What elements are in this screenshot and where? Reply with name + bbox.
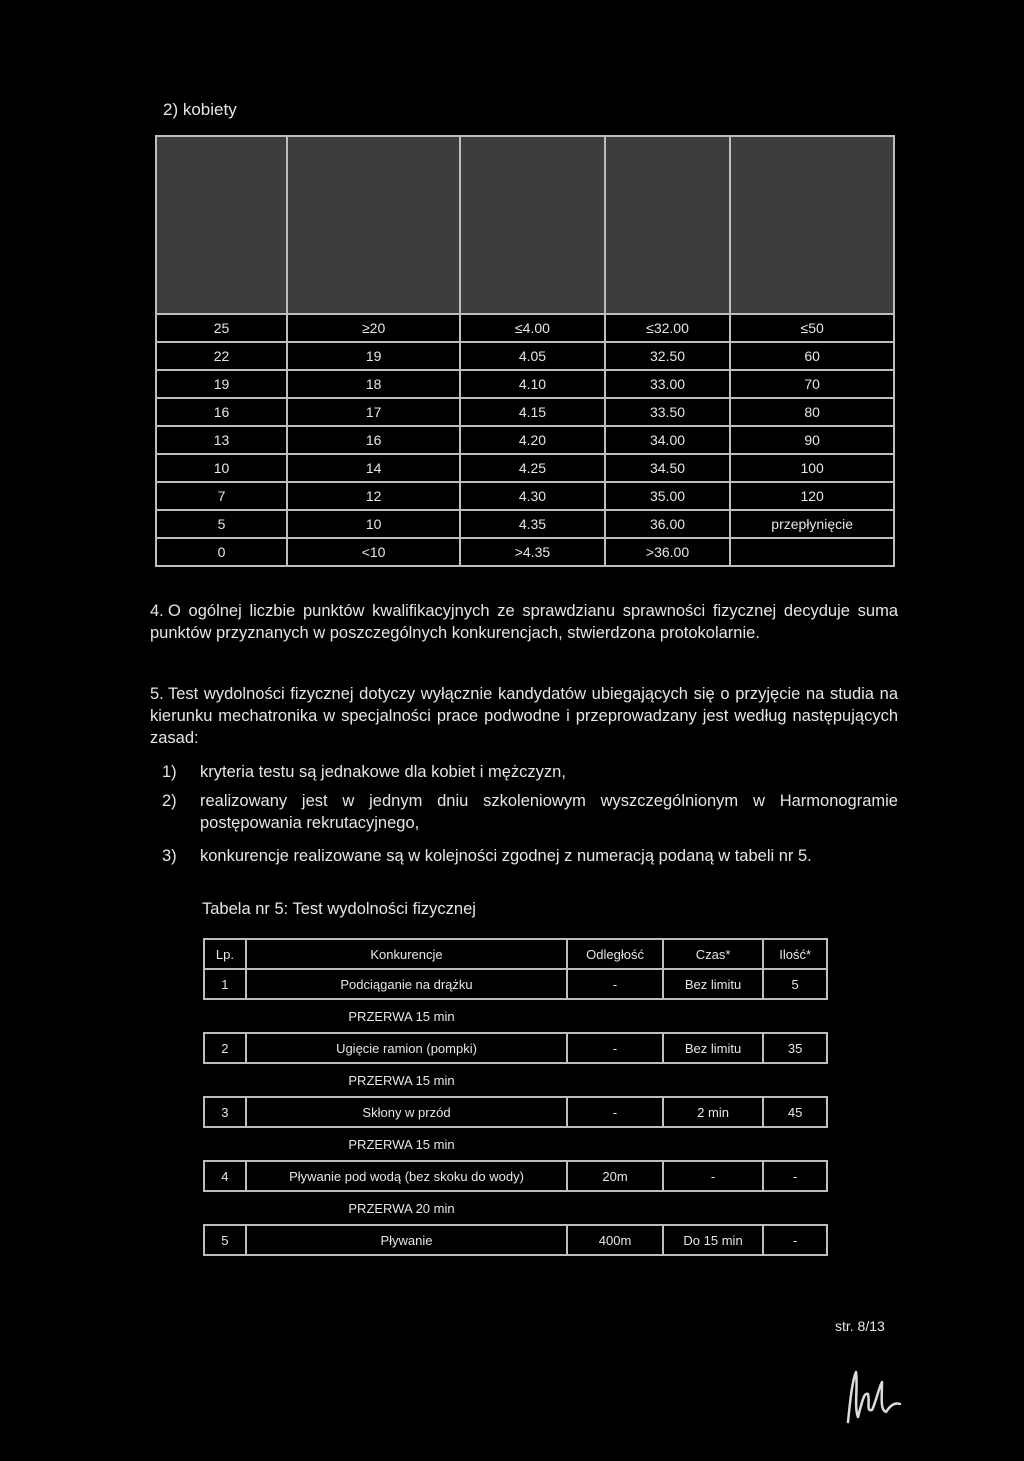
table-row bbox=[204, 1097, 827, 1127]
table-cell: Podciąganie na drążku bbox=[246, 969, 567, 999]
table-cell: Do 15 min bbox=[663, 1225, 763, 1255]
table-cell: 36.00 bbox=[605, 510, 731, 538]
paragraph-4 bbox=[150, 600, 898, 644]
table-cell: 0 bbox=[156, 538, 287, 566]
paragraph-text: Test wydolności fizycznej dotyczy wyłącznie kandydatów ubiegających się o przyjęcie na studia na kierunku mechatronika w specjalności prace podwodne i przeprowadzany jest według następujących zasad: bbox=[150, 685, 898, 747]
break-row bbox=[204, 1063, 827, 1097]
table-cell: przepłynięcie bbox=[730, 510, 894, 538]
table-cell: 1 bbox=[204, 969, 246, 999]
table-cell: 4.10 bbox=[460, 370, 604, 398]
table-cell: 17 bbox=[287, 398, 460, 426]
table-row bbox=[156, 426, 894, 454]
list-text: kryteria testu są jednakowe dla kobiet i mężczyzn, bbox=[200, 763, 566, 781]
table-cell: Pływanie bbox=[246, 1225, 567, 1255]
table-cell: 4.35 bbox=[460, 510, 604, 538]
list-item bbox=[162, 761, 898, 783]
table-cell: - bbox=[567, 1033, 663, 1063]
break-row bbox=[204, 1127, 827, 1161]
table-cell: >36.00 bbox=[605, 538, 731, 566]
table-cell: - bbox=[763, 1225, 827, 1255]
table-cell: 16 bbox=[156, 398, 287, 426]
table-cell: 33.50 bbox=[605, 398, 731, 426]
table-cell: 4.25 bbox=[460, 454, 604, 482]
table-row bbox=[204, 1033, 827, 1063]
table-cell: 19 bbox=[287, 342, 460, 370]
table-cell: Bez limitu bbox=[663, 1033, 763, 1063]
header-cell: Odległość bbox=[567, 939, 663, 969]
table-cell: 90 bbox=[730, 426, 894, 454]
table-cell: <10 bbox=[287, 538, 460, 566]
break-label: PRZERWA 20 min bbox=[204, 1191, 827, 1225]
table-cell: 4.20 bbox=[460, 426, 604, 454]
table-cell: Skłony w przód bbox=[246, 1097, 567, 1127]
paragraph-text: O ogólnej liczbie punktów kwalifikacyjnych ze sprawdzianu sprawności fizycznej decyduje suma punktów przyznanych w poszczególnych konkurencjach, stwierdzona protokolarnie. bbox=[150, 602, 898, 642]
table-cell: 16 bbox=[287, 426, 460, 454]
table-cell: 20m bbox=[567, 1161, 663, 1191]
break-label: PRZERWA 15 min bbox=[204, 1127, 827, 1161]
section-title: 2) kobiety bbox=[163, 100, 237, 119]
table-row bbox=[204, 1225, 827, 1255]
list-number: 3) bbox=[162, 847, 177, 865]
table-row bbox=[156, 510, 894, 538]
table-cell: Ugięcie ramion (pompki) bbox=[246, 1033, 567, 1063]
table-cell: 80 bbox=[730, 398, 894, 426]
table-cell: ≤50 bbox=[730, 314, 894, 342]
scoring-table-women bbox=[155, 135, 895, 567]
page-number: str. 8/13 bbox=[835, 1318, 885, 1334]
table-cell: 4.30 bbox=[460, 482, 604, 510]
table-cell: 120 bbox=[730, 482, 894, 510]
header-cell bbox=[730, 136, 894, 314]
table-row bbox=[156, 454, 894, 482]
table-cell: 7 bbox=[156, 482, 287, 510]
table-row bbox=[156, 342, 894, 370]
list-number: 2) bbox=[162, 792, 177, 810]
table-5-caption: Tabela nr 5: Test wydolności fizycznej bbox=[202, 900, 476, 918]
table-cell: - bbox=[567, 1097, 663, 1127]
table-row bbox=[156, 314, 894, 342]
table-cell: ≤4.00 bbox=[460, 314, 604, 342]
table-cell: 4.15 bbox=[460, 398, 604, 426]
table-cell: >4.35 bbox=[460, 538, 604, 566]
table-cell: 100 bbox=[730, 454, 894, 482]
scoring-table-header bbox=[156, 136, 894, 314]
table-cell: 400m bbox=[567, 1225, 663, 1255]
table-row bbox=[204, 969, 827, 999]
table-cell: 32.50 bbox=[605, 342, 731, 370]
table-row bbox=[156, 538, 894, 566]
table-cell: 22 bbox=[156, 342, 287, 370]
list-text: realizowany jest w jednym dniu szkoleniowym wyszczególnionym w Harmonogramie postępowania rekrutacyjnego, bbox=[200, 792, 898, 832]
table-cell: 45 bbox=[763, 1097, 827, 1127]
paragraph-number: 4. bbox=[150, 602, 164, 620]
table-row bbox=[156, 398, 894, 426]
table-row bbox=[204, 1161, 827, 1191]
header-cell bbox=[605, 136, 731, 314]
break-row bbox=[204, 999, 827, 1033]
header-cell bbox=[460, 136, 604, 314]
list-number: 1) bbox=[162, 763, 177, 781]
table-cell: - bbox=[663, 1161, 763, 1191]
table-cell: Pływanie pod wodą (bez skoku do wody) bbox=[246, 1161, 567, 1191]
list-text: konkurencje realizowane są w kolejności zgodnej z numeracją podaną w tabeli nr 5. bbox=[200, 847, 812, 865]
table-cell: 35.00 bbox=[605, 482, 731, 510]
table-cell: - bbox=[567, 969, 663, 999]
table-cell: 10 bbox=[287, 510, 460, 538]
fitness-table-header bbox=[204, 939, 827, 969]
table-cell: 14 bbox=[287, 454, 460, 482]
table-cell: 2 min bbox=[663, 1097, 763, 1127]
scoring-table-body bbox=[156, 314, 894, 566]
list-item bbox=[162, 845, 898, 867]
table-cell: 12 bbox=[287, 482, 460, 510]
break-row bbox=[204, 1191, 827, 1225]
header-cell: Konkurencje bbox=[246, 939, 567, 969]
table-cell: ≥20 bbox=[287, 314, 460, 342]
table-cell: - bbox=[763, 1161, 827, 1191]
fitness-table-body bbox=[204, 969, 827, 1255]
table-cell: 3 bbox=[204, 1097, 246, 1127]
table-cell: 4.05 bbox=[460, 342, 604, 370]
table-cell: 34.00 bbox=[605, 426, 731, 454]
table-cell: 19 bbox=[156, 370, 287, 398]
table-cell: 70 bbox=[730, 370, 894, 398]
table-cell: 13 bbox=[156, 426, 287, 454]
signature-icon bbox=[838, 1362, 908, 1432]
table-cell: 10 bbox=[156, 454, 287, 482]
table-cell: 35 bbox=[763, 1033, 827, 1063]
table-cell: 60 bbox=[730, 342, 894, 370]
header-cell bbox=[156, 136, 287, 314]
table-cell: 5 bbox=[763, 969, 827, 999]
paragraph-number: 5. bbox=[150, 685, 164, 703]
list-item bbox=[162, 790, 898, 834]
table-cell: ≤32.00 bbox=[605, 314, 731, 342]
fitness-test-table bbox=[203, 938, 828, 1256]
header-cell bbox=[287, 136, 460, 314]
break-label: PRZERWA 15 min bbox=[204, 999, 827, 1033]
table-cell bbox=[730, 538, 894, 566]
header-cell: Ilość* bbox=[763, 939, 827, 969]
paragraph-5 bbox=[150, 683, 898, 749]
table-cell: 5 bbox=[204, 1225, 246, 1255]
table-cell: 18 bbox=[287, 370, 460, 398]
table-cell: 5 bbox=[156, 510, 287, 538]
table-cell: 2 bbox=[204, 1033, 246, 1063]
table-cell: 25 bbox=[156, 314, 287, 342]
table-cell: 4 bbox=[204, 1161, 246, 1191]
table-cell: 34.50 bbox=[605, 454, 731, 482]
table-row bbox=[156, 482, 894, 510]
table-cell: 33.00 bbox=[605, 370, 731, 398]
table-row bbox=[156, 370, 894, 398]
header-cell: Czas* bbox=[663, 939, 763, 969]
break-label: PRZERWA 15 min bbox=[204, 1063, 827, 1097]
table-cell: Bez limitu bbox=[663, 969, 763, 999]
header-cell: Lp. bbox=[204, 939, 246, 969]
